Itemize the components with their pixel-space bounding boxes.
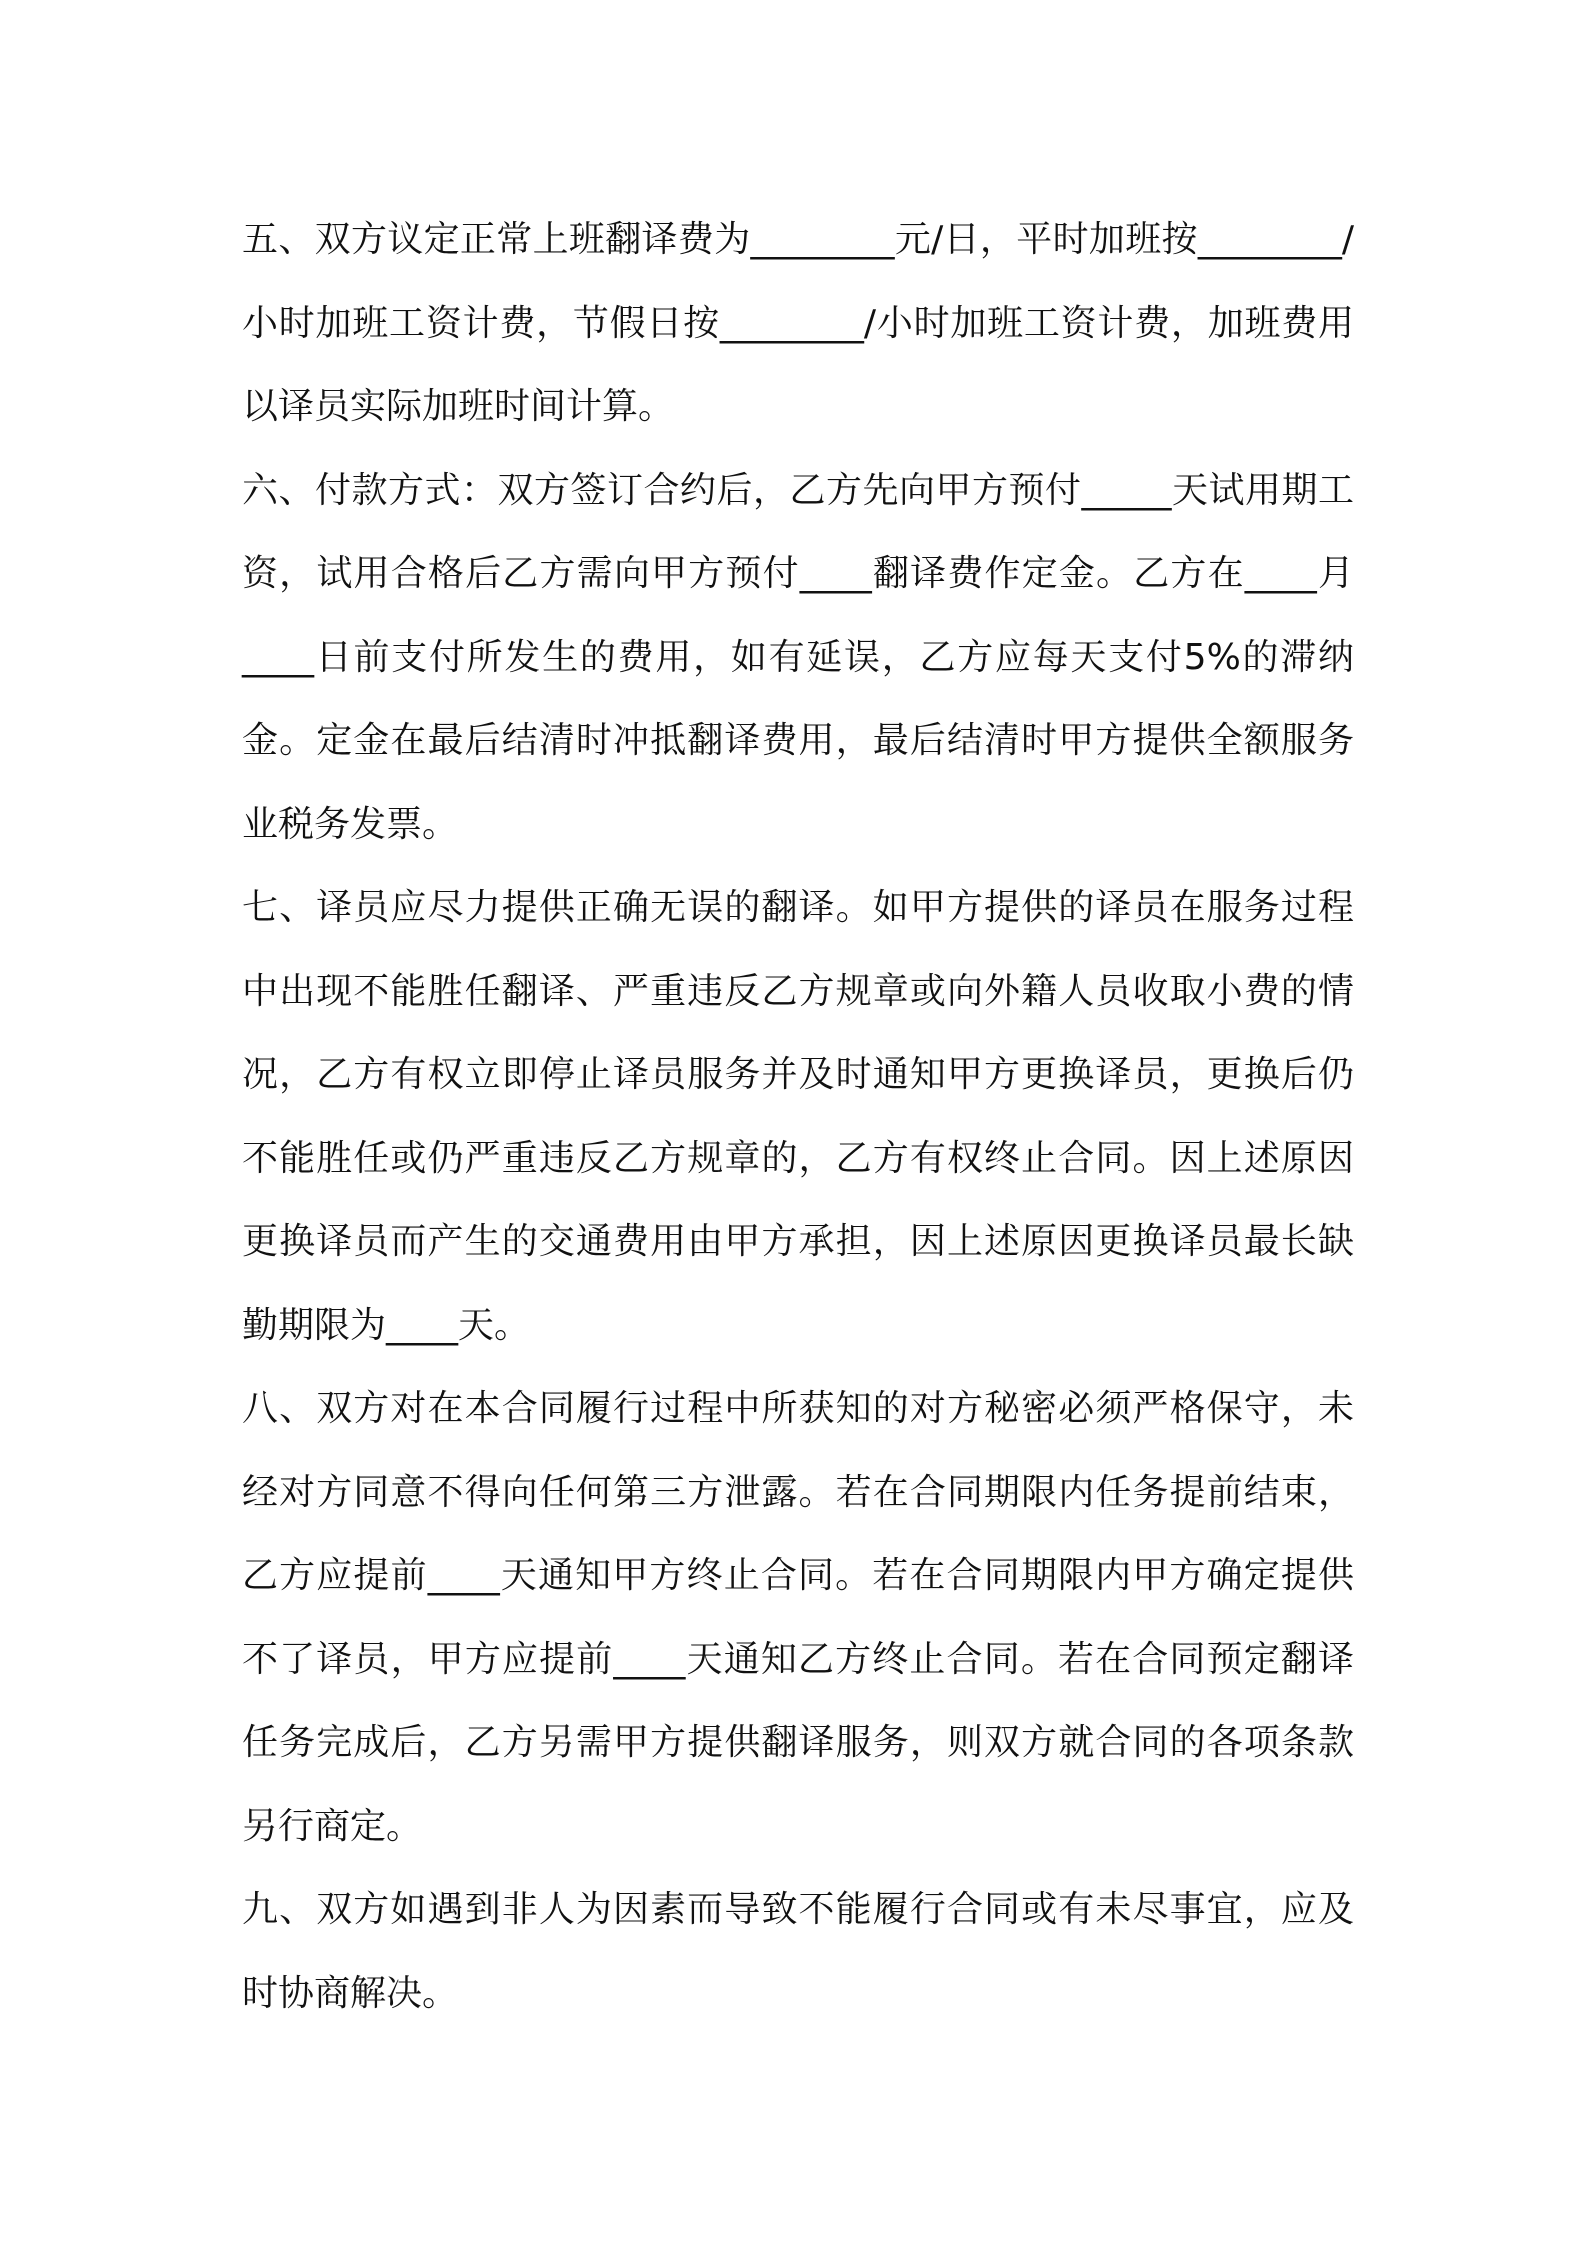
contract-body xyxy=(242,198,1354,2035)
clause-8-paragraph: 八、双方对在本合同履行过程中所获知的对方秘密必须严格保守，未经对方同意不得向任何第三方泄露。若在合同期限内任务提前结束，乙方应提前____天通知甲方终止合同。若在合同期限内甲方确定提供不了译员，甲方应提前____天通知乙方终止合同。若在合同预定翻译任务完成后，乙方另需甲方提供翻译服务，则双方就合同的各项条款另行商定。 xyxy=(242,1388,1354,1847)
clause-5-paragraph: 五、双方议定正常上班翻译费为________元/日，平时加班按________/小时加班工资计费，节假日按________/小时加班工资计费，加班费用以译员实际加班时间计算。 xyxy=(242,219,1354,427)
clause-6-paragraph: 六、付款方式：双方签订合约后，乙方先向甲方预付_____天试用期工资，试用合格后乙方需向甲方预付____翻译费作定金。乙方在____月____日前支付所发生的费用，如有延误，乙方应每天支付5%的滞纳金。定金在最后结清时冲抵翻译费用，最后结清时甲方提供全额服务业税务发票。 xyxy=(242,469,1354,845)
clause-9-paragraph: 九、双方如遇到非人为因素而导致不能履行合同或有未尽事宜，应及时协商解决。 xyxy=(242,1889,1354,2014)
clause-7-paragraph: 七、译员应尽力提供正确无误的翻译。如甲方提供的译员在服务过程中出现不能胜任翻译、严重违反乙方规章或向外籍人员收取小费的情况，乙方有权立即停止译员服务并及时通知甲方更换译员，更换后仍不能胜任或仍严重违反乙方规章的，乙方有权终止合同。因上述原因更换译员而产生的交通费用由甲方承担，因上述原因更换译员最长缺勤期限为____天。 xyxy=(242,887,1354,1346)
